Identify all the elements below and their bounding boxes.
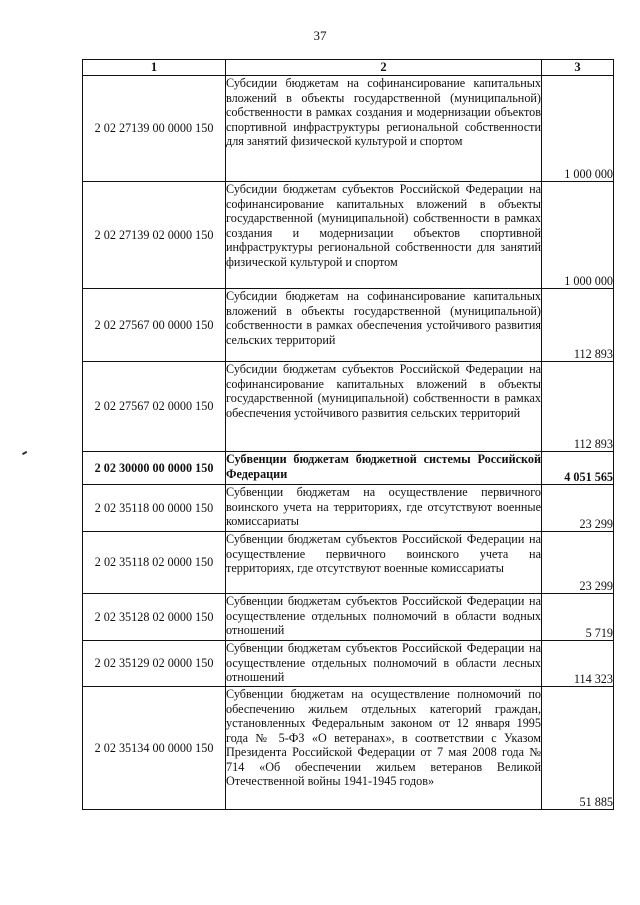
amount: 1 000 000: [542, 182, 614, 289]
revenue-name: Субвенции бюджетам на осуществление первичного воинского учета на территориях, где отсутствуют военные комиссариаты: [226, 485, 542, 532]
revenue-name: Субвенции бюджетам на осуществление полномочий по обеспечению жильем отдельных категорий граждан, установленных Федеральным законом от 12 января 1995 года № 5-ФЗ «О ветеранах», в соответствии с Указом Президента Российской Федерации от 7 мая 2008 года № 714 «Об обеспечении жильем ветеранов Великой Отечественной войны 1941-1945 годов»: [226, 687, 542, 810]
amount: 51 885: [542, 687, 614, 810]
header-col-3: 3: [542, 60, 614, 76]
table-row: [83, 289, 614, 362]
table-header-row: [83, 60, 614, 76]
budget-code: 2 02 30000 00 0000 150: [83, 452, 226, 485]
revenue-name: Субвенции бюджетам бюджетной системы Российской Федерации: [226, 452, 542, 485]
budget-code: 2 02 35128 02 0000 150: [83, 594, 226, 641]
amount: 5 719: [542, 594, 614, 641]
budget-code: 2 02 35118 02 0000 150: [83, 532, 226, 594]
revenue-name: Субсидии бюджетам на софинансирование капитальных вложений в объекты государственной (муниципальной) собственности в рамках создания и модернизации объектов спортивной инфраструктуры региональной собственности для занятий физической культурой и спортом: [226, 76, 542, 182]
table-row: [83, 687, 614, 810]
budget-code: 2 02 35118 00 0000 150: [83, 485, 226, 532]
revenue-name: Субвенции бюджетам субъектов Российской Федерации на осуществление отдельных полномочий в области лесных отношений: [226, 641, 542, 687]
revenue-name: Субсидии бюджетам субъектов Российской Федерации на софинансирование капитальных вложений в объекты государственной (муниципальной) собственности в рамках создания и модернизации объектов спортивной инфраструктуры региональной собственности для занятий физической культурой и спортом: [226, 182, 542, 289]
amount: 23 299: [542, 532, 614, 594]
table-row: [83, 76, 614, 182]
revenue-name: Субвенции бюджетам субъектов Российской Федерации на осуществление отдельных полномочий в области водных отношений: [226, 594, 542, 641]
amount: 1 000 000: [542, 76, 614, 182]
table-row: [83, 641, 614, 687]
revenue-name: Субвенции бюджетам субъектов Российской Федерации на осуществление первичного воинского учета на территориях, где отсутствуют военные комиссариаты: [226, 532, 542, 594]
revenue-name: Субсидии бюджетам на софинансирование капитальных вложений в объекты государственной (муниципальной) собственности в рамках обеспечения устойчивого развития сельских территорий: [226, 289, 542, 362]
header-col-2: 2: [226, 60, 542, 76]
budget-code: 2 02 27567 02 0000 150: [83, 362, 226, 452]
budget-code: 2 02 27139 02 0000 150: [83, 182, 226, 289]
amount: 4 051 565: [542, 452, 614, 485]
table-row: [83, 594, 614, 641]
table-row: [83, 452, 614, 485]
amount: 112 893: [542, 362, 614, 452]
table-row: [83, 362, 614, 452]
amount: 114 323: [542, 641, 614, 687]
budget-revenue-table: [82, 59, 614, 810]
budget-code: 2 02 27567 00 0000 150: [83, 289, 226, 362]
page-number: 37: [313, 28, 327, 43]
header-col-1: 1: [83, 60, 226, 76]
amount: 112 893: [542, 289, 614, 362]
amount: 23 299: [542, 485, 614, 532]
table-row: [83, 532, 614, 594]
budget-code: 2 02 27139 00 0000 150: [83, 76, 226, 182]
table-row: [83, 485, 614, 532]
table-row: [83, 182, 614, 289]
scan-mark: [22, 451, 27, 455]
budget-code: 2 02 35129 02 0000 150: [83, 641, 226, 687]
budget-code: 2 02 35134 00 0000 150: [83, 687, 226, 810]
revenue-name: Субсидии бюджетам субъектов Российской Федерации на софинансирование капитальных вложений в объекты государственной (муниципальной) собственности в рамках обеспечения устойчивого развития сельских территорий: [226, 362, 542, 452]
